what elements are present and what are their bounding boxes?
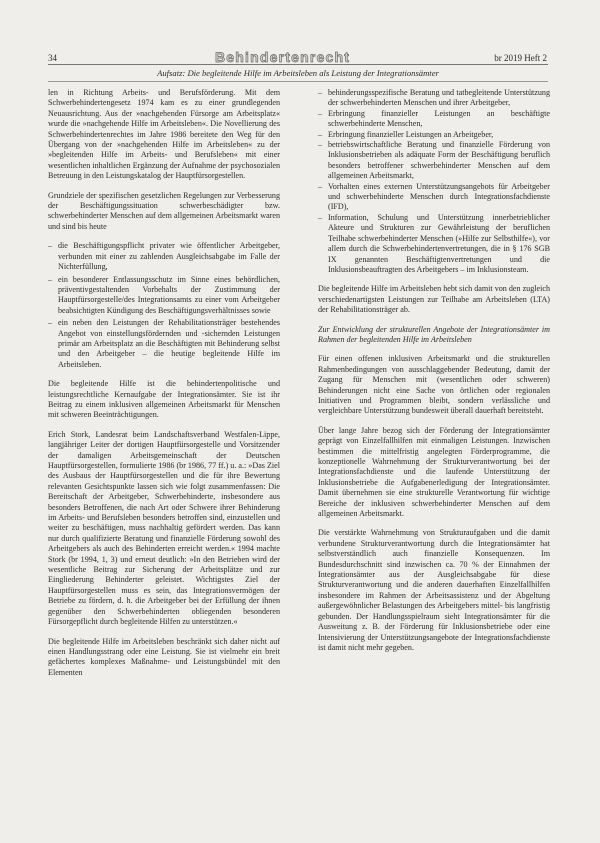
list-item: – Erbringung finanzieller Leistungen an Arbeitgeber, [318, 130, 550, 140]
list-item: – Erbringung finanzieller Leistungen an beschäftigte schwerbehinderte Menschen, [318, 109, 550, 130]
bullet-list [318, 88, 550, 275]
paragraph: Die begleitende Hilfe im Arbeitsleben hebt sich damit von den zugleich verschiedenartigsten Leistungen zur Teilhabe am Arbeitsleben (LTA) der Rehabilitationsträger ab. [318, 284, 550, 315]
right-column [318, 88, 550, 662]
left-column [48, 88, 280, 687]
paragraph: Für einen offenen inklusiven Arbeitsmarkt und die strukturellen Rahmenbedingungen von ausschlaggebender Bedeutung, damit der Zugang für Menschen mit (wesentlichen oder schweren) Behinderungen nicht eine Sache von örtlichen oder regionalen Initiativen und Programmen bleibt, sondern verlässliche und vergleichbare Unterstützung bundesweit überall dauerhaft bereitsteht. [318, 354, 550, 416]
page-number: 34 [48, 53, 57, 63]
journal-brand: Behindertenrecht [215, 49, 351, 65]
running-title: Aufsatz: Die begleitende Hilfe im Arbeitsleben als Leistung der Integrationsämter [157, 68, 439, 78]
paragraph: Über lange Jahre bezog sich der Förderung der Integrationsämter geprägt von Einzelfallhilfen mit einmaligen Leistungen. Inzwischen bestimmen die mittelfristig angelegten Förderprogramme, die konzeptionelle Wahrnehmung der Strukturverantwortung bei der Integrationsfachdienste und die laufende Unterstützung der Inklusionsbetriebe die Aufgabenerledigung der Integrationsämter. Damit übernehmen sie eine strukturelle Verantwortung für wichtige Bereiche der inklusiven schwerbehinderter Menschen auf dem allgemeinen Arbeitsmarkt. [318, 425, 550, 519]
header-rule [48, 64, 548, 65]
issue-label: br 2019 Heft 2 [494, 53, 547, 63]
section-heading: Zur Entwicklung der strukturellen Angebote der Integrationsämter im Rahmen der begleitenden Hilfe im Arbeitsleben [318, 324, 550, 344]
paragraph: Erich Stork, Landesrat beim Landschaftsverband Westfalen-Lippe, langjähriger Leiter der dortigen Hauptfürsorgestelle und Vorsitzender der damaligen Arbeitsgemeinschaft der Deutschen Hauptfürsorgestellen, formulierte 1986 (br 1986, 77 ff.) u. a.: »Das Ziel des Ausbaus der Hauptfürsorgestellen und die für ihre Bewertung relevanten Gesichtspunkte lassen sich wie folgt zusammenfassen: Die Bereitschaft der Arbeitgeber, Schwerbehinderte, insbesondere aus besonders Betroffenen, die nach Art oder Schwere ihrer Behinderung im Arbeits- und Berufsleben besonders betroffen sind, einzustellen und weiter zu beschäftigen, muss nachhaltig gefördert werden. Das kann nur durch qualifizierte Beratung und finanzielle Förderung sowohl des Arbeitgebers als auch des Behinderten erreicht werden.« 1994 machte Stork (br 1994, 1, 3) und erneut deutlich: »In den Betrieben wird der wesentliche Beitrag zur Sicherung der Arbeitsplätze und zur Eingliederung Behinderter geleistet. Wichtigstes Ziel der Hauptfürsorgestellen muss es sein, das Integrationsvermögen der Betriebe zu fördern, d. h. die Arbeitgeber bei der Erfüllung der ihnen gegenüber den Schwerbehinderten obliegenden besonderen Fürsorgepflicht durch begleitende Hilfen zu unterstützen.« [48, 429, 280, 627]
list-item: – betriebswirtschaftliche Beratung und finanzielle Förderung von Inklusionsbetrieben als adäquate Form der Beschäftigung beruflich besonders betroffener schwerbehinderter Menschen auf dem allgemeinen Arbeitsmarkt, [318, 140, 550, 182]
bullet-list [48, 241, 280, 370]
list-item: – behinderungsspezifische Beratung und tatbegleitende Unterstützung der schwerbehinderten Menschen und ihrer Arbeitgeber, [318, 88, 550, 109]
paragraph: Die begleitende Hilfe ist die behindertenpolitische und leistungsrechtliche Kernaufgabe der Integrationsämter. Sie ist ihr Beitrag zu einem inklusiven allgemeinen Arbeitsmarkt für Menschen mit schweren Beeinträchtigungen. [48, 379, 280, 420]
list-item: – Vorhalten eines externen Unterstützungsangebots für Arbeitgeber und schwerbehinderte Menschen durch Integrationsfachdienste (IFD), [318, 182, 550, 213]
paragraph: Grundziele der spezifischen gesetzlichen Regelungen zur Verbesserung der Beschäftigungssituation schwerbeschädigter bzw. schwerbehinderter Menschen auf dem allgemeinen Arbeitsmarkt waren und sind bis heute [48, 190, 280, 231]
paragraph: len in Richtung Arbeits- und Berufsförderung. Mit dem Schwerbehindertengesetz 1974 kam es zu einer grundlegenden Neuausrichtung. Aus der »nachgehenden Fürsorge am Arbeitsplatz« wurde die »nachgehende Hilfe im Arbeitsleben«. Die Novellierung des Schwerbehindertenrechtes im Jahre 1986 bereitete den Weg für den Übergang von der »nachgehenden Hilfe im Arbeitsleben« zu der »begleitenden Hilfe im Arbeits- und Berufsleben« mit einer wesentlichen inhaltlichen Ergänzung der Aufnahme der psychosozialen Betreuung in den Leistungskatalog der Hauptfürsorgestellen. [48, 88, 280, 181]
paragraph: Die verstärkte Wahrnehmung von Strukturaufgaben und die damit verbundene Strukturverantwortung durch die Integrationsämter hat selbstverständlich auch finanzielle Konsequenzen. Im Bundesdurchschnitt sind inzwischen ca. 70 % der Einnahmen der Integrationsämter aus der Ausgleichsabgabe für diese Strukturverantwortung und die anderen dauerhaften Einzelfallhilfen insbesondere im Rahmen der Arbeitsassistenz und der Abgeltung außergewöhnlicher Belastungen des Arbeitgebers mittel- bis langfristig gebunden. Der Handlungsspielraum sieht Integrationsämter für die Ausweitung z. B. der Förderung für Inklusionsbetriebe oder eine Intensivierung der Unterstützungsangebote der Integrationsfachdienste ist damit nicht mehr gegeben. [318, 528, 550, 652]
list-item: – die Beschäftigungspflicht privater wie öffentlicher Arbeitgeber, verbunden mit einer zu zahlenden Ausgleichsabgabe im Falle der Nichterfüllung, [48, 241, 280, 272]
paragraph: Die begleitende Hilfe im Arbeitsleben beschränkt sich daher nicht auf einen Handlungsstrang oder eine Leistung. Sie ist vielmehr ein breit gefächertes komplexes Maßnahme- und Leistungsbündel mit den Elementen [48, 636, 280, 677]
list-item: – ein besonderer Entlassungsschutz im Sinne eines behördlichen, präventivgestaltenden Vorbehalts der Zustimmung der Hauptfürsorgestelle/des Integrationsamts zu einer vom Arbeitgeber beabsichtigten Kündigung des Beschäftigungsverhältnisses sowie [48, 275, 280, 317]
subheader-rule [48, 81, 548, 82]
list-item: – ein neben den Leistungen der Rehabilitationsträger bestehendes Angebot von einstellungsfördernden und -sichernden Leistungen primär am Arbeitsplatz an die Beschäftigten mit Behinderung selbst und den Arbeitgeber – die heutige begleitende Hilfe im Arbeitsleben. [48, 318, 280, 370]
list-item: – Information, Schulung und Unterstützung innerbetrieblicher Akteure und Strukturen zur Gewährleistung der beruflichen Teilhabe schwerbehinderter Menschen (»Hilfe zur Selbsthilfe«), vor allem durch die Schwerbehindertenvertretungen, die in § 176 SGB IX genannten Beschäftigtenvertretungen und die Inklusionsbeauftragten des Arbeitgebers – im Inklusionsteam. [318, 213, 550, 275]
